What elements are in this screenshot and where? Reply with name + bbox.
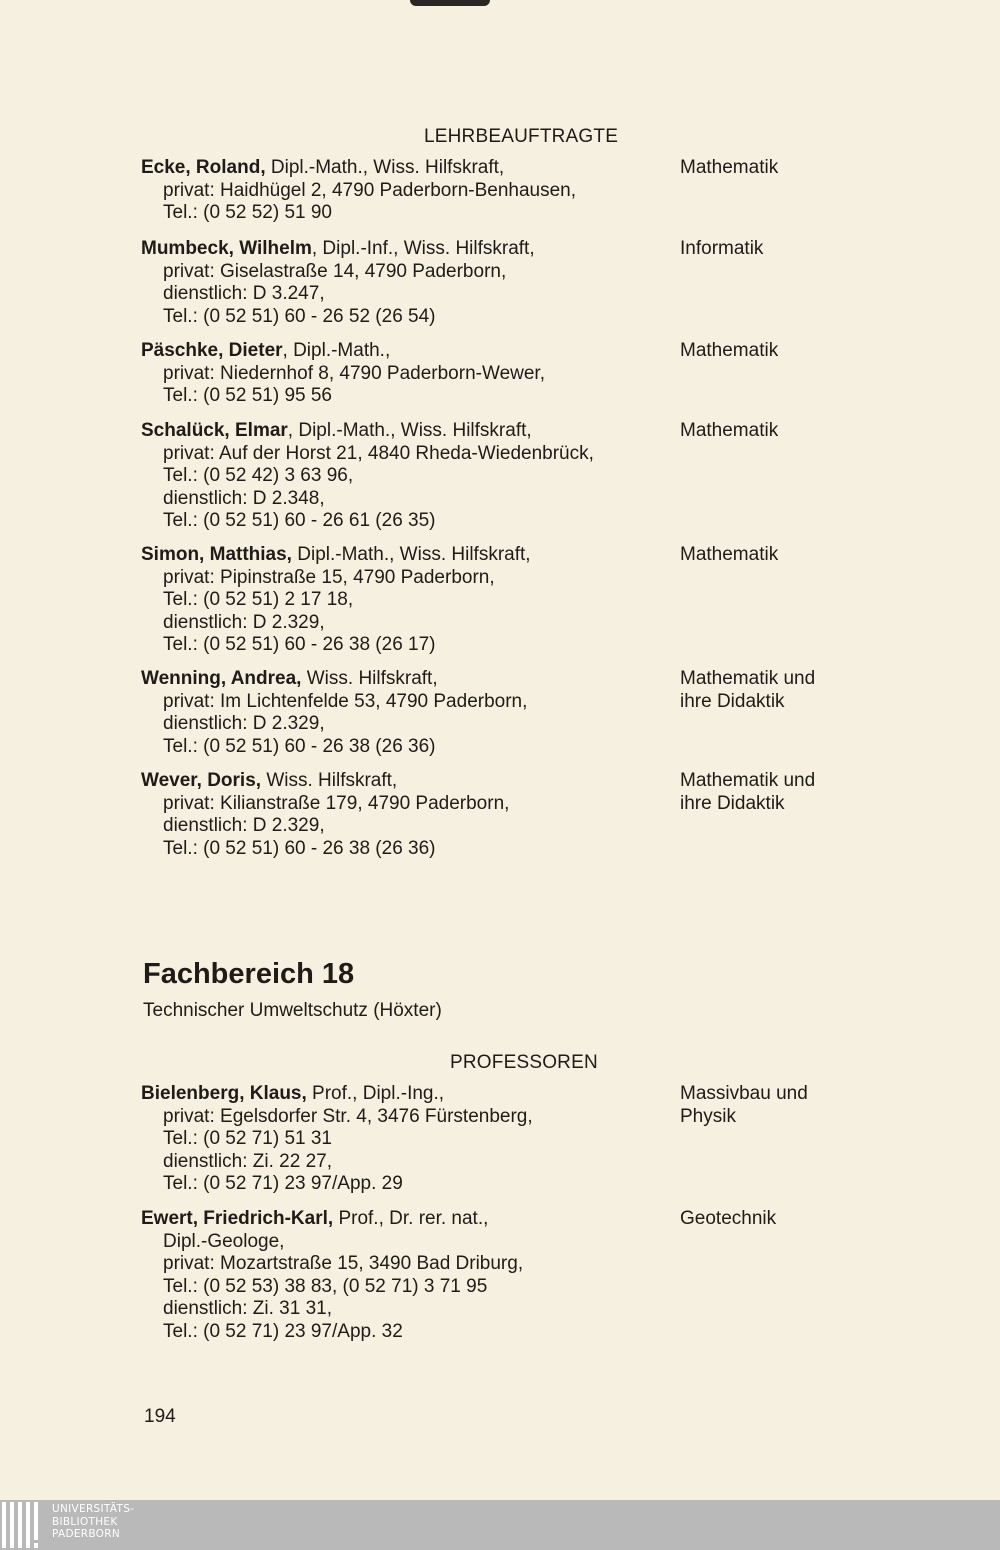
person-entry [141,770,661,860]
subject-line: Informatik [680,238,764,259]
entry-first-line [141,770,661,793]
person-entry [141,668,661,758]
section-heading-lehrbeauftragte: LEHRBEAUFTRAGTE [424,126,619,147]
entry-detail-line: privat: Giselastraße 14, 4790 Paderborn, [163,260,507,282]
entry-first-line [141,157,661,180]
entry-detail-line: privat: Im Lichtenfelde 53, 4790 Paderborn, [163,690,528,712]
entry-first-line [141,420,661,443]
person-name: Simon, Matthias, [141,544,292,565]
fachbereich-subtitle: Technischer Umweltschutz (Höxter) [143,1000,442,1021]
entry-detail-line: dienstlich: D 2.329, [163,713,325,735]
page-number: 194 [144,1406,176,1427]
subject-line: Mathematik und [680,770,816,791]
fachbereich-title: Fachbereich 18 [143,958,355,990]
logo-line: UNIVERSITÄTS- [52,1503,135,1515]
subject-area [680,668,900,713]
subject-line: Massivbau und [680,1083,808,1104]
person-name: Wever, Doris, [141,770,262,791]
entry-detail-line: Tel.: (0 52 71) 51 31 [163,1128,332,1150]
person-title: Wiss. Hilfskraft, [261,770,398,791]
logo-line: PADERBORN [52,1528,120,1540]
entry-first-line [141,238,661,261]
entry-detail-line: Tel.: (0 52 71) 23 97/App. 32 [163,1320,403,1342]
entry-first-line [141,1208,661,1231]
person-name: Wenning, Andrea, [141,668,302,689]
subject-line: Geotechnik [680,1208,777,1229]
subject-line: Physik [680,1105,736,1127]
section-heading-professoren: PROFESSOREN [450,1052,598,1073]
entry-detail-line: dienstlich: D 2.329, [163,815,325,837]
entry-detail-line: Tel.: (0 52 51) 60 - 26 38 (26 17) [163,634,436,656]
entry-detail-line: dienstlich: D 3.247, [163,283,325,305]
person-title: Dipl.-Math., Wiss. Hilfskraft, [291,544,531,565]
entry-detail-line: Dipl.-Geologe, [163,1230,285,1252]
entry-detail-line: privat: Kilianstraße 179, 4790 Paderborn, [163,792,510,814]
subject-area [680,1208,900,1231]
person-entry [141,1083,661,1196]
entry-detail-line: privat: Auf der Horst 21, 4840 Rheda-Wiedenbrück, [163,442,594,464]
library-footer-bar [0,1500,1000,1550]
subject-line: Mathematik [680,157,779,178]
subject-line: Mathematik [680,544,779,565]
subject-area [680,770,900,815]
subject-line: ihre Didaktik [680,690,785,712]
person-title: , Dipl.-Inf., Wiss. Hilfskraft, [311,238,535,259]
person-name: Bielenberg, Klaus, [141,1083,307,1104]
subject-area [680,157,900,180]
entry-detail-line: Tel.: (0 52 71) 23 97/App. 29 [163,1173,403,1195]
entry-detail-line: privat: Mozartstraße 15, 3490 Bad Driburg, [163,1253,524,1275]
person-entry [141,1208,661,1344]
entry-detail-line: dienstlich: D 2.329, [163,611,325,633]
subject-area [680,420,900,443]
entry-detail-line: dienstlich: Zi. 31 31, [163,1298,332,1320]
person-name: Päschke, Dieter [141,340,283,361]
person-name: Mumbeck, Wilhelm [141,238,312,259]
library-logo-icon [2,1502,46,1548]
entry-first-line [141,1083,661,1106]
library-logo-text [52,1503,134,1541]
entry-detail-line: Tel.: (0 52 51) 60 - 26 52 (26 54) [163,305,436,327]
entry-detail-line: Tel.: (0 52 42) 3 63 96, [163,465,354,487]
person-title: Wiss. Hilfskraft, [301,668,438,689]
person-title: , Dipl.-Math., Wiss. Hilfskraft, [287,420,532,441]
entry-detail-line: privat: Haidhügel 2, 4790 Paderborn-Benhausen, [163,179,577,201]
subject-line: Mathematik [680,340,779,361]
subject-area [680,340,900,363]
person-entry [141,420,661,533]
subject-line: ihre Didaktik [680,792,785,814]
person-entry [141,157,661,225]
entry-detail-line: privat: Niedernhof 8, 4790 Paderborn-Wewer, [163,362,545,384]
entry-detail-line: dienstlich: Zi. 22 27, [163,1150,332,1172]
subject-area [680,1083,900,1128]
person-entry [141,340,661,408]
person-title: Prof., Dipl.-Ing., [306,1083,445,1104]
subject-line: Mathematik und [680,668,816,689]
person-name: Schalück, Elmar [141,420,288,441]
entry-first-line [141,340,661,363]
logo-line: BIBLIOTHEK [52,1515,118,1528]
person-title: Dipl.-Math., Wiss. Hilfskraft, [265,157,505,178]
page-edge-mark [410,0,490,6]
entry-detail-line: Tel.: (0 52 51) 2 17 18, [163,589,354,611]
entry-detail-line: Tel.: (0 52 51) 95 56 [163,385,332,407]
person-title: Prof., Dr. rer. nat., [333,1208,489,1229]
entry-first-line [141,544,661,567]
entry-detail-line: privat: Pipinstraße 15, 4790 Paderborn, [163,566,495,588]
entry-detail-line: privat: Egelsdorfer Str. 4, 3476 Fürstenberg, [163,1105,533,1127]
subject-line: Mathematik [680,420,779,441]
person-name: Ewert, Friedrich-Karl, [141,1208,334,1229]
subject-area [680,238,900,261]
entry-detail-line: dienstlich: D 2.348, [163,487,325,509]
person-title: , Dipl.-Math., [282,340,391,361]
person-entry [141,238,661,328]
person-entry [141,544,661,657]
entry-first-line [141,668,661,691]
subject-area [680,544,900,567]
entry-detail-line: Tel.: (0 52 51) 60 - 26 61 (26 35) [163,510,436,532]
entry-detail-line: Tel.: (0 52 53) 38 83, (0 52 71) 3 71 95 [163,1275,488,1297]
entry-detail-line: Tel.: (0 52 52) 51 90 [163,202,332,224]
person-name: Ecke, Roland, [141,157,266,178]
entry-detail-line: Tel.: (0 52 51) 60 - 26 38 (26 36) [163,735,436,757]
entry-detail-line: Tel.: (0 52 51) 60 - 26 38 (26 36) [163,837,436,859]
